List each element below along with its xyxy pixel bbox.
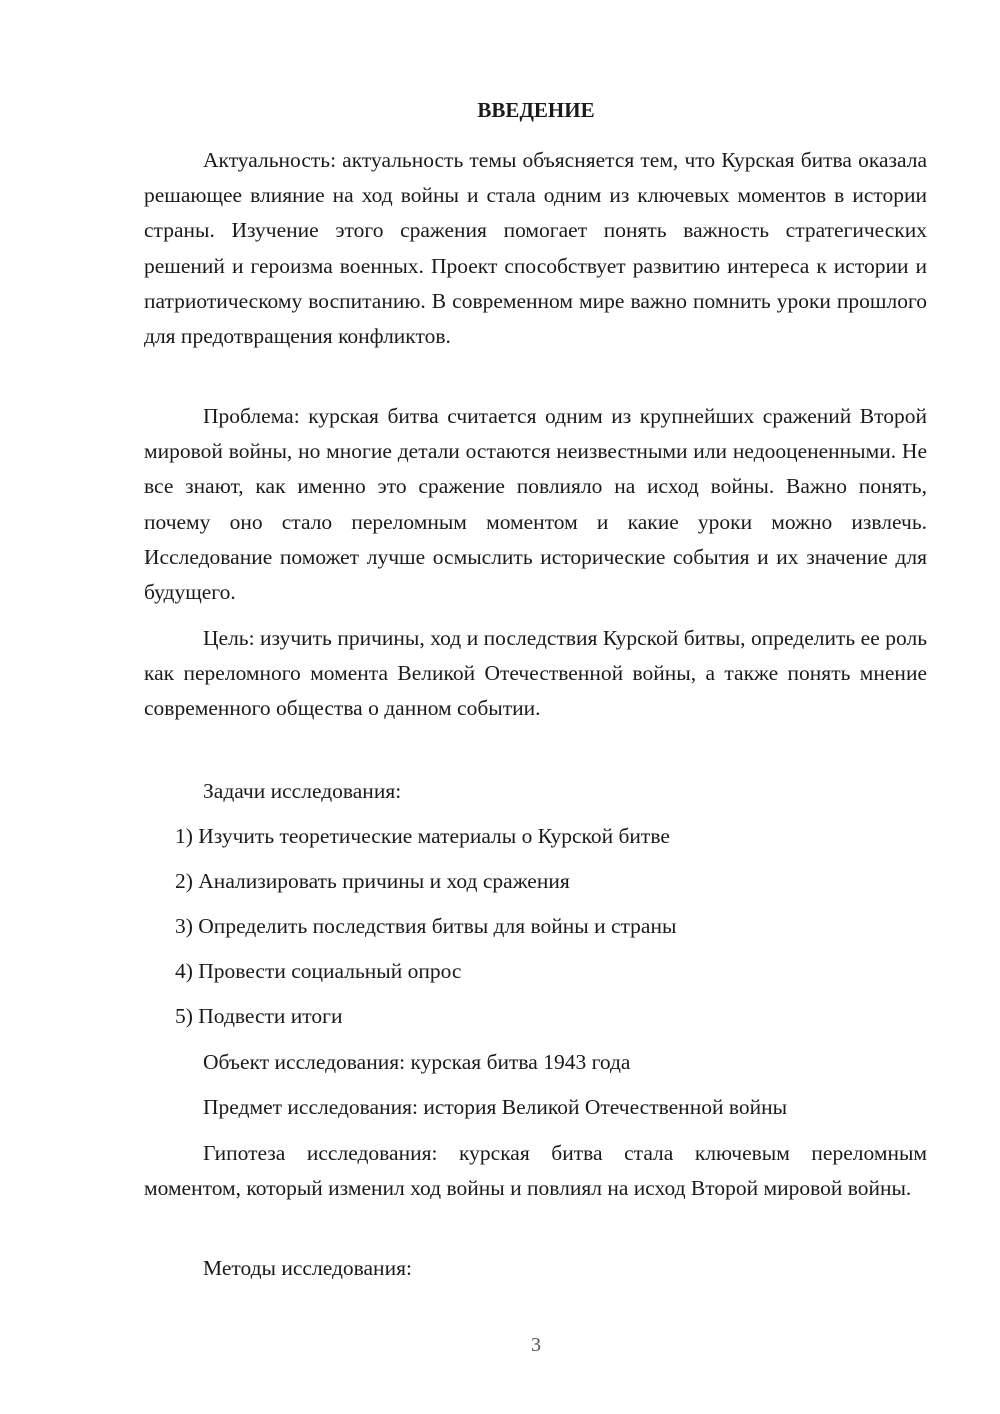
page-number: 3 [531, 1334, 541, 1356]
task-item-5: 5) Подвести итоги [175, 1004, 343, 1028]
tasks-heading: Задачи исследования: [203, 779, 402, 803]
task-item-2: 2) Анализировать причины и ход сражения [175, 869, 570, 893]
page-title: ВВЕДЕНИЕ [477, 98, 595, 122]
paragraph-hypothesis: Гипотеза исследования: курская битва стала ключевым переломным моментом, который изменил ход войны и повлиял на исход Второй мировой войны. [144, 1141, 927, 1201]
paragraph-goal: Цель: изучить причины, ход и последствия Курской битвы, определить ее роль как переломного момента Великой Отечественной войны, а также понять мнение современного общества о данном событии. [144, 626, 927, 721]
task-item-1: 1) Изучить теоретические материалы о Курской битве [175, 824, 670, 848]
research-subject: Предмет исследования: история Великой Отечественной войны [203, 1095, 788, 1119]
paragraph-problem: Проблема: курская битва считается одним из крупнейших сражений Второй мировой войны, но многие детали остаются неизвестными или недооцененными. Не все знают, как именно это сражение повлияло на исход войны. Важно понять, почему оно стало переломным моментом и какие уроки можно извлечь. Исследование поможет лучше осмыслить исторические события и их значение для будущего. [144, 404, 927, 605]
paragraph-relevance: Актуальность: актуальность темы объясняется тем, что Курская битва оказала решающее влияние на ход войны и стала одним из ключевых моментов в истории страны. Изучение этого сражения помогает понять важность стратегических решений и героизма военных. Проект способствует развитию интереса к истории и патриотическому воспитанию. В современном мире важно помнить уроки прошлого для предотвращения конфликтов. [144, 148, 927, 349]
methods-heading: Методы исследования: [203, 1256, 412, 1280]
task-item-4: 4) Провести социальный опрос [175, 959, 462, 983]
task-item-3: 3) Определить последствия битвы для войны и страны [175, 914, 677, 938]
research-object: Объект исследования: курская битва 1943 года [203, 1050, 631, 1074]
